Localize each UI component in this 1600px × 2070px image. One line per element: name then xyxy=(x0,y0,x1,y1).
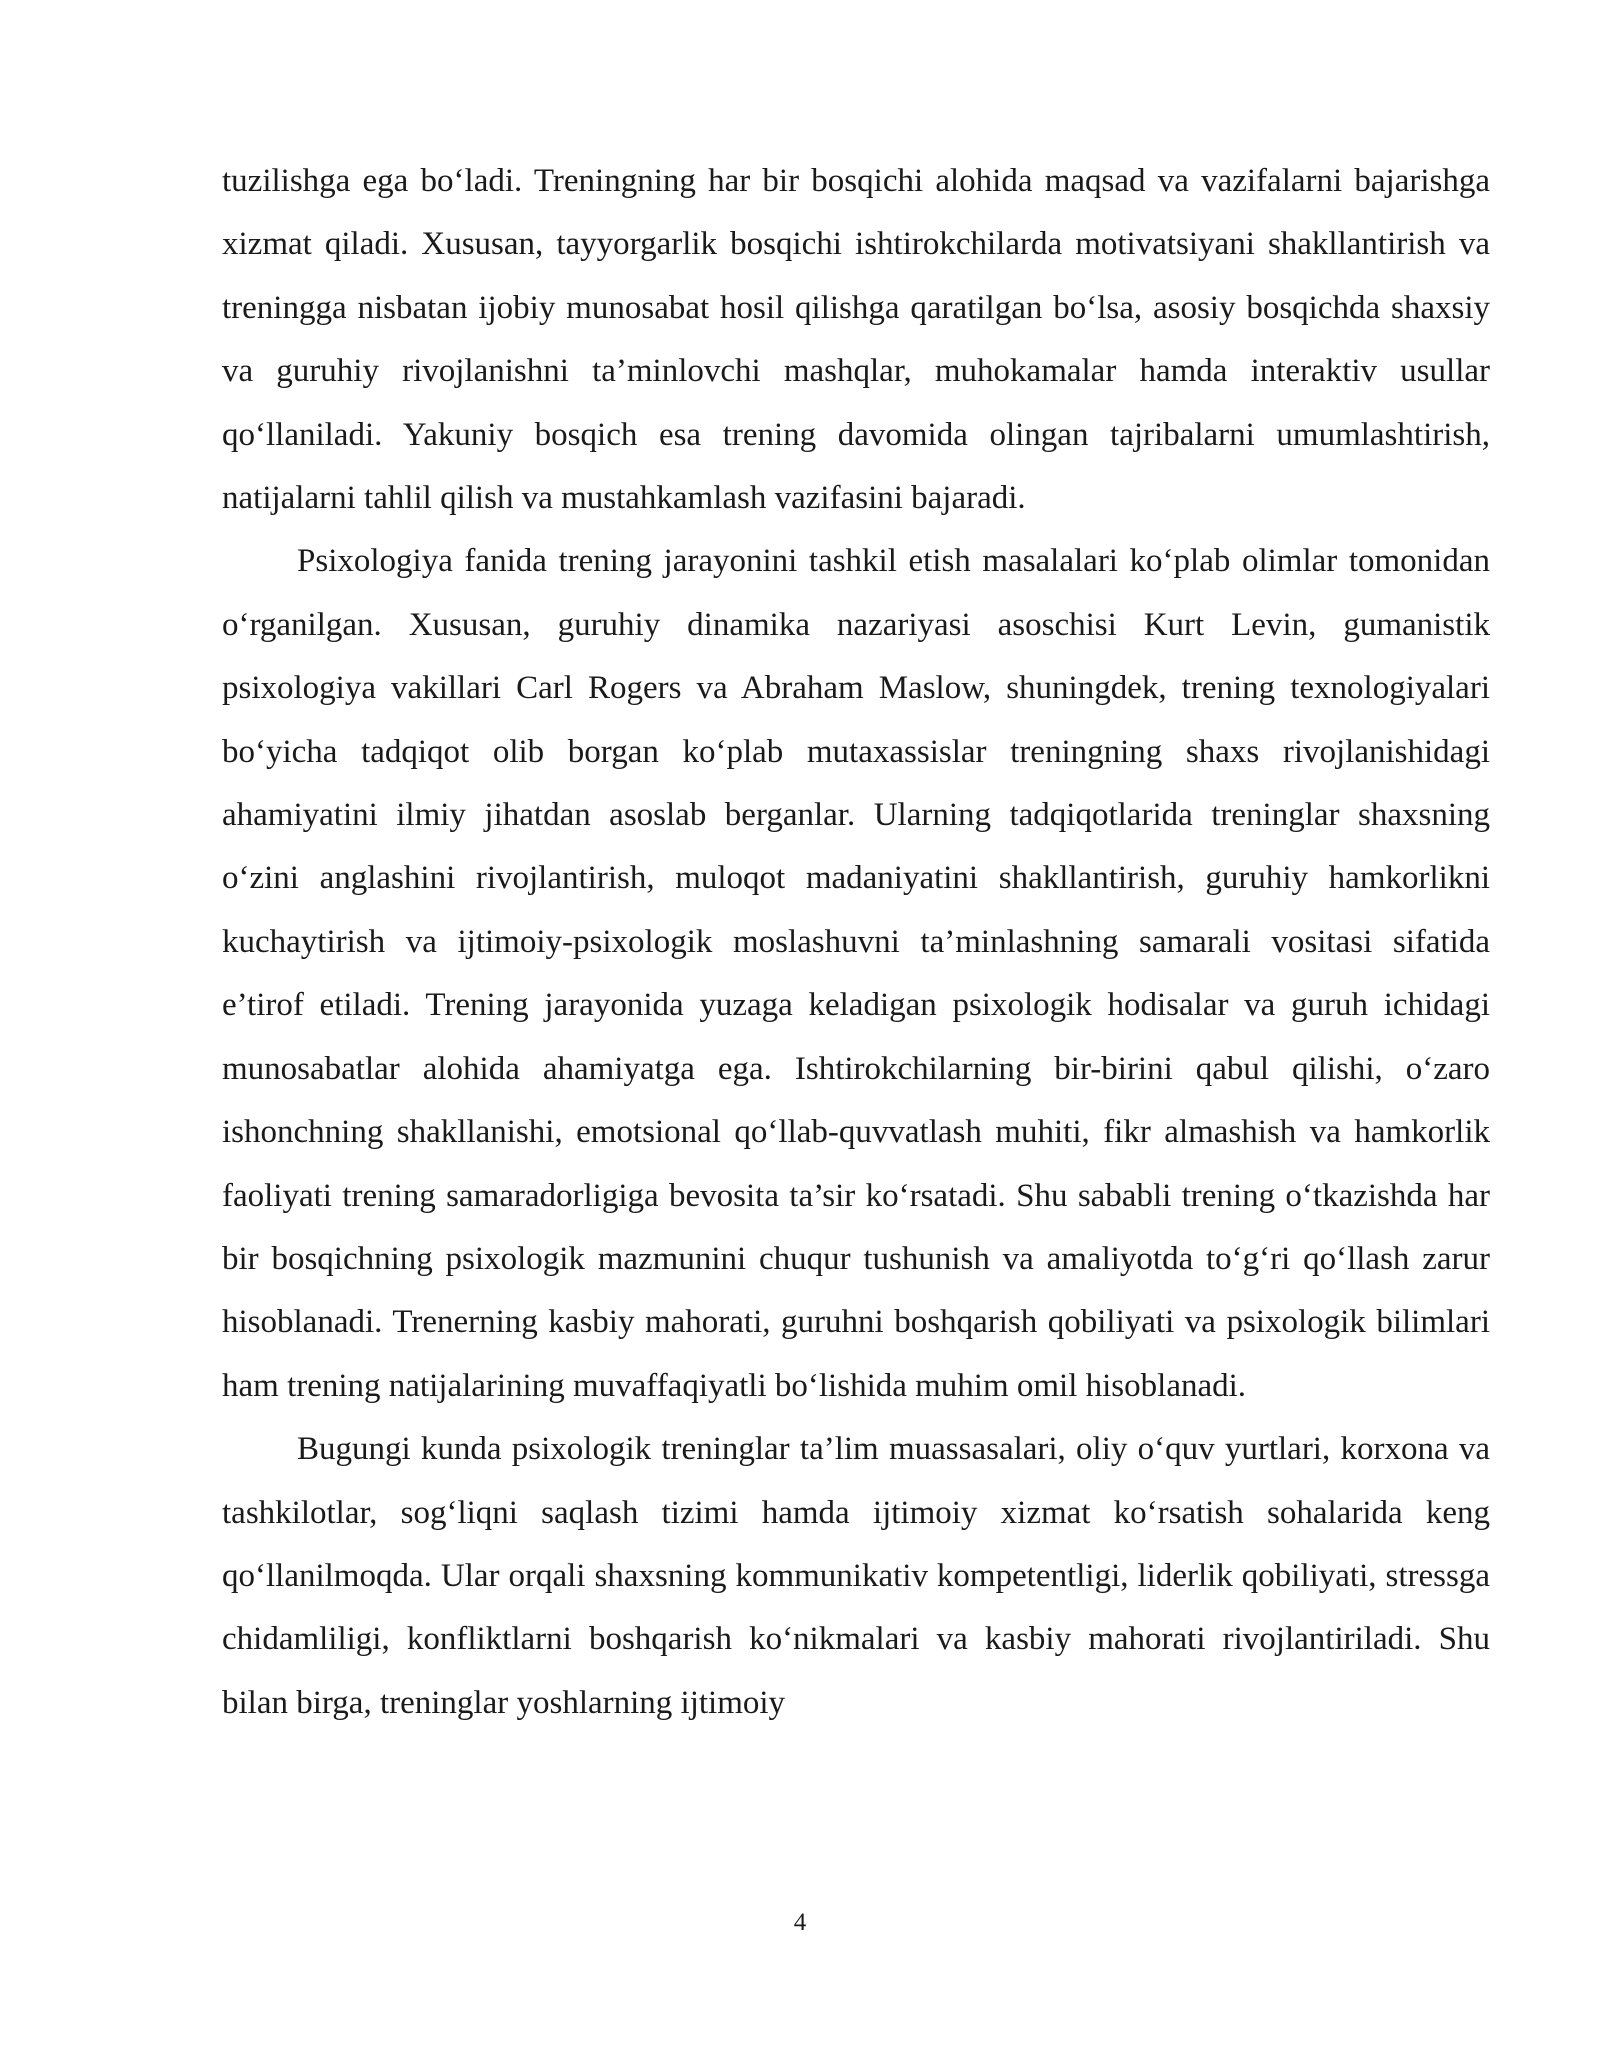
paragraph-continuation: tuzilishga ega bo‘ladi. Treningning har bir bosqichi alohida maqsad va vazifalarni bajarishga xizmat qiladi. Xususan, tayyorgarlik bosqichi ishtirokchilarda motivatsiyani shakllantirish va treningga nisbatan ijobiy munosabat hosil qilishga qaratilgan bo‘lsa, asosiy bosqichda shaxsiy va guruhiy rivojlanishni ta’minlovchi mashqlar, muhokamalar hamda interaktiv usullar qo‘llaniladi. Yakuniy bosqich esa trening davomida olingan tajribalarni umumlashtirish, natijalarni tahlil qilish va mustahkamlash vazifasini bajaradi. xyxy=(222,163,1490,517)
paragraph-training-research: Psixologiya fanida trening jarayonini tashkil etish masalalari ko‘plab olimlar tomonidan o‘rganilgan. Xususan, guruhiy dinamika nazariyasi asoschisi Kurt Levin, gumanistik psixologiya vakillari Carl Rogers va Abraham Maslow, shuningdek, trening texnologiyalari bo‘yicha tadqiqot olib borgan ko‘plab mutaxassislar treningning shaxs rivojlanishidagi ahamiyatini ilmiy jihatdan asoslab berganlar. Ularning tadqiqotlarida treninglar shaxsning o‘zini anglashini rivojlantirish, muloqot madaniyatini shakllantirish, guruhiy hamkorlikni kuchaytirish va ijtimoiy-psixologik moslashuvni ta’minlashning samarali vositasi sifatida e’tirof etiladi. Trening jarayonida yuzaga keladigan psixologik hodisalar va guruh ichidagi munosabatlar alohida ahamiyatga ega. Ishtirokchilarning bir-birini qabul qilishi, o‘zaro ishonchning shakllanishi, emotsional qo‘llab-quvvatlash muhiti, fikr almashish va hamkorlik faoliyati trening samaradorligiga bevosita ta’sir ko‘rsatadi. Shu sababli trening o‘tkazishda har bir bosqichning psixologik mazmunini chuqur tushunish va amaliyotda to‘g‘ri qo‘llash zarur hisoblanadi. Trenerning kasbiy mahorati, guruhni boshqarish qobiliyati va psixologik bilimlari ham trening natijalarining muvaffaqiyatli bo‘lishida muhim omil hisoblanadi. xyxy=(222,543,1490,1404)
body-text xyxy=(222,150,1490,1735)
page-number: 4 xyxy=(793,1909,807,1936)
paragraph-training-today: Bugungi kunda psixologik treninglar ta’lim muassasalari, oliy o‘quv yurtlari, korxona va tashkilotlar, sog‘liqni saqlash tizimi hamda ijtimoiy xizmat ko‘rsatish sohalarida keng qo‘llanilmoqda. Ular orqali shaxsning kommunikativ kompetentligi, liderlik qobiliyati, stressga chidamliligi, konfliktlarni boshqarish ko‘nikmalari va kasbiy mahorati rivojlantiriladi. Shu bilan birga, treninglar yoshlarning ijtimoiy xyxy=(222,1431,1490,1721)
